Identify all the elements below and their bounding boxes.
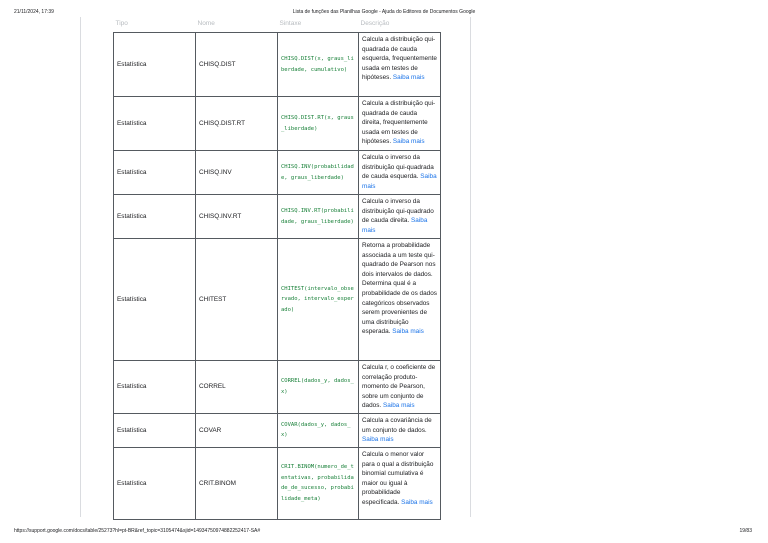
cell-type: Estatística [114,97,196,151]
print-datetime: 21/11/2024, 17:39 [14,9,54,15]
print-page-title: Lista de funções das Planilhas Google - Ajuda do Editores de Documentos Google [292,9,476,15]
cell-name: CHITEST [196,239,278,361]
cell-description [359,97,441,151]
description-text: Calcula o menor valor para o qual a distribuição binomial cumulativa é maior ou igual à probabilidade especificada. [362,450,434,506]
cell-syntax: CHISQ.INV(probabilidade, graus_liberdade) [278,151,359,195]
learn-more-link[interactable]: Saiba mais [362,217,428,234]
cell-syntax: CHISQ.INV.RT(probabilidade, graus_liberdade) [278,195,359,239]
cell-description [359,151,441,195]
print-url: https://support.google.com/docs/table/25273?hl=pt-BR&ref_topic=3105474&sjid=14934750974882252417-SA# [14,528,261,534]
learn-more-link[interactable]: Saiba mais [362,173,437,190]
description-text: Calcula a distribuição qui-quadrada de cauda direita, frequentemente usada em testes de hipóteses. [362,100,436,146]
description-text: Calcula o inverso da distribuição qui-quadrada de cauda esquerda. [362,154,434,181]
table-row [114,447,441,519]
functions-table [113,17,441,520]
cell-type: Estatística [114,151,196,195]
learn-more-link[interactable]: Saiba mais [392,74,425,82]
table-row [114,97,441,151]
cell-type: Estatística [114,195,196,239]
cell-syntax: CRIT.BINOM(numero_de_tentativas, probabilidade_de_sucesso, probabilidade_meta) [278,447,359,519]
description-text: Calcula a distribuição qui-quadrada de cauda esquerda, frequentemente usada em testes de hipóteses. [362,36,437,82]
cell-description [359,361,441,414]
cell-name: CHISQ.DIST.RT [196,97,278,151]
cell-type: Estatística [114,361,196,414]
cell-syntax: CHISQ.DIST(x, graus_liberdade, cumulativo) [278,33,359,97]
cell-description [359,33,441,97]
page-left-border [80,17,81,517]
description-text: Calcula o inverso da distribuição qui-quadrado de cauda direita. [362,198,434,225]
table-row [114,151,441,195]
cell-description [359,195,441,239]
header-name: Nome [197,20,215,27]
cell-name: CORREL [196,361,278,414]
header-syntax: Sintaxe [279,20,302,27]
cell-syntax: CHITEST(intervalo_observado, intervalo_esperado) [278,239,359,361]
table-row [114,33,441,97]
description-text: Retorna a probabilidade associada a um teste qui-quadrado de Pearson nos dois intervalos de dados. Determina qual é a probabilidade de os dados categóricos observados serem provenientes de uma distribuição esperada. [362,242,437,336]
cell-type: Estatística [114,447,196,519]
table-row [114,239,441,361]
learn-more-link[interactable]: Saiba mais [401,498,433,506]
table-row [114,195,441,239]
description-text: Calcula r, o coeficiente de correlação produto-momento de Pearson, sobre um conjunto de dados. [362,364,436,410]
cell-description [359,413,441,447]
cell-type: Estatística [114,239,196,361]
table-row [114,361,441,414]
cell-description [359,239,441,361]
cell-syntax: CORREL(dados_y, dados_x) [278,361,359,414]
learn-more-link[interactable]: Saiba mais [362,436,394,444]
cell-name: CHISQ.INV [196,151,278,195]
learn-more-link[interactable]: Saiba mais [382,402,415,410]
cell-name: CHISQ.INV.RT [196,195,278,239]
cell-syntax: COVAR(dados_y, dados_x) [278,413,359,447]
cell-name: CHISQ.DIST [196,33,278,97]
header-description: Descrição [360,20,390,27]
learn-more-link[interactable]: Saiba mais [392,138,425,146]
description-text: Calcula a covariância de um conjunto de dados. [362,416,432,434]
cell-name: COVAR [196,413,278,447]
table-row [114,413,441,447]
cell-description [359,447,441,519]
cell-type: Estatística [114,413,196,447]
print-page-number: 19/83 [739,528,752,534]
header-type: Tipo [115,20,128,27]
table-header-row [114,17,441,33]
learn-more-link[interactable]: Saiba mais [392,328,424,336]
cell-type: Estatística [114,33,196,97]
cell-name: CRIT.BINOM [196,447,278,519]
cell-syntax: CHISQ.DIST.RT(x, graus_liberdade) [278,97,359,151]
page-right-border [470,17,471,517]
